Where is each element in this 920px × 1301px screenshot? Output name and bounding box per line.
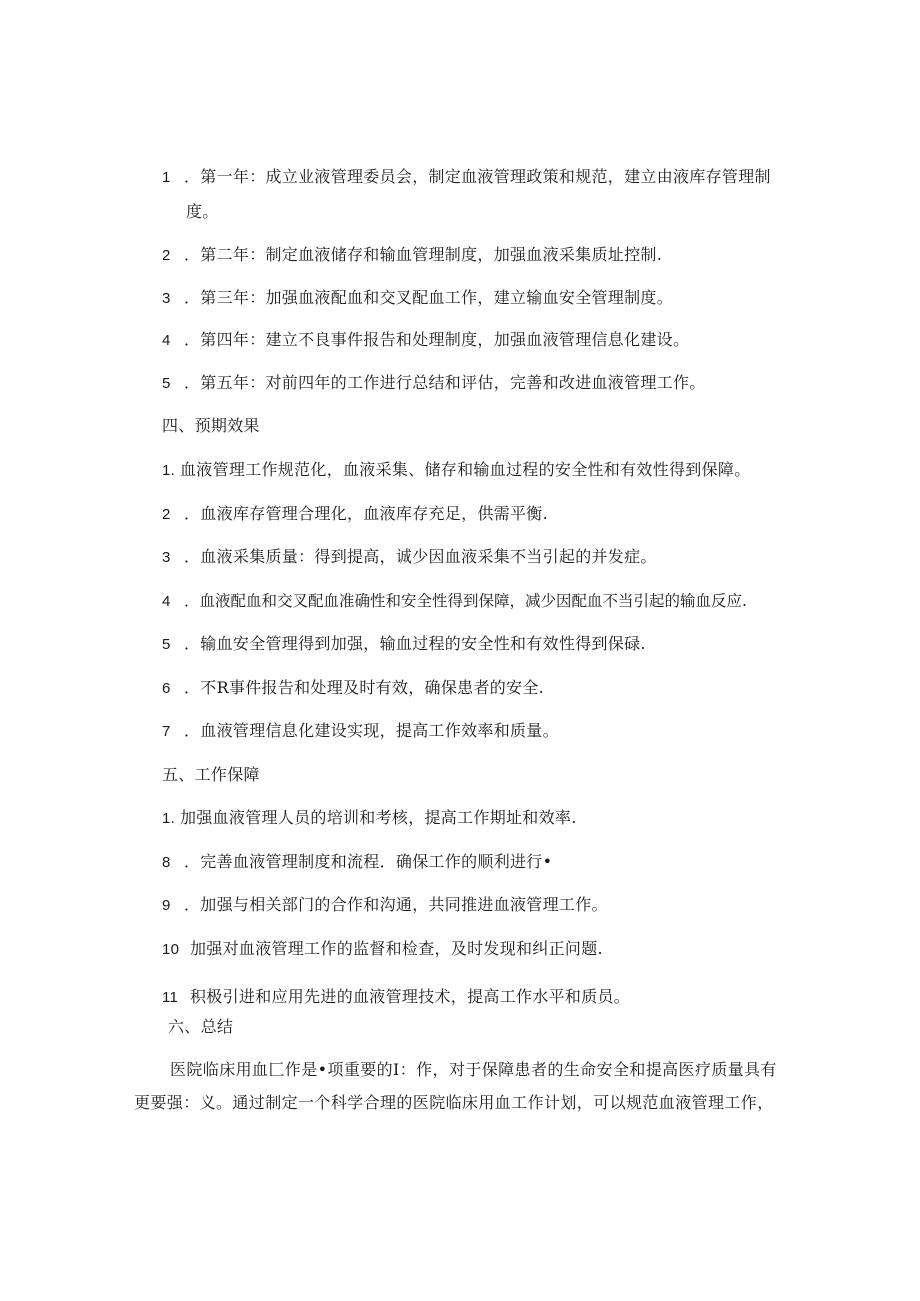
plan-item-text-continued: 度。 bbox=[186, 202, 219, 221]
plan-item-text: ．第五年：对前四年的工作进行总结和评估，完善和改进血液管理工作。 bbox=[184, 373, 706, 392]
effect-item-text: 血液管理工作规范化，血液采集、储存和输血过程的安全性和有效性得到保障。 bbox=[180, 460, 751, 479]
plan-item-2 bbox=[162, 244, 662, 267]
guarantee-item-number: 8 bbox=[162, 854, 171, 871]
guarantee-item-number: 11 bbox=[162, 989, 179, 1006]
plan-item-1 bbox=[162, 166, 771, 189]
effect-item-2 bbox=[162, 503, 548, 526]
effect-item-number: 4 bbox=[162, 593, 171, 610]
guarantee-item-text: 加强血液管理人员的培训和考核，提高工作期址和效率. bbox=[180, 808, 577, 827]
effect-item-number: 2 bbox=[162, 506, 171, 523]
effect-item-text: ．血液配血和交叉配血准确性和安全性得到保障，减少因配血不当引起的输血反应. bbox=[184, 592, 747, 610]
guarantee-item-10 bbox=[162, 938, 603, 961]
guarantee-item-11 bbox=[162, 986, 630, 1009]
guarantee-item-9 bbox=[162, 894, 608, 917]
guarantee-item-1 bbox=[162, 807, 577, 830]
effect-item-1 bbox=[162, 459, 751, 482]
effect-item-number: 7 bbox=[162, 723, 171, 740]
effect-item-text: ．输血安全管理得到加强，输血过程的安全性和有效性得到保碌. bbox=[184, 634, 646, 653]
plan-item-text: ．第三年：加强血液配血和交叉配血工作，建立输血安全管理制度。 bbox=[184, 288, 674, 307]
effect-item-number: 5 bbox=[162, 636, 171, 653]
section-heading-summary: 六、总结 bbox=[168, 1017, 234, 1036]
summary-paragraph: 医院临床用血匚作是•项重要的I：作，对于保障患者的生命安全和提高医疗质量具有更要强：义。通过制定一个科学合理的医院临床用血工作计划，可以规范血液管理工作， bbox=[134, 1060, 777, 1112]
effect-item-number: 1. bbox=[162, 462, 176, 479]
plan-item-number: 3 bbox=[162, 290, 171, 307]
effect-item-number: 6 bbox=[162, 680, 171, 697]
guarantee-item-text: 加强对血液管理工作的监督和检查，及时发现和纠正问题. bbox=[190, 939, 603, 958]
effect-item-4 bbox=[162, 590, 747, 613]
guarantee-item-text: 积极引进和应用先进的血液管理技术，提高工作水平和质员。 bbox=[190, 987, 631, 1006]
plan-item-number: 1 bbox=[162, 169, 171, 186]
plan-item-text: ．第二年：制定血液储存和输血管理制度，加强血液采集质址控制. bbox=[184, 245, 663, 264]
effect-item-6 bbox=[162, 677, 544, 700]
plan-item-number: 4 bbox=[162, 332, 171, 349]
effect-item-text: ．血液采集质量：得到提高，诚少因血液采集不当引起的并发症。 bbox=[184, 547, 657, 566]
plan-item-5 bbox=[162, 372, 706, 395]
plan-item-number: 2 bbox=[162, 247, 171, 264]
guarantee-item-text: ．加强与相关部门的合作和沟通，共同推进血液管理工作。 bbox=[184, 895, 608, 914]
plan-item-1-continuation bbox=[186, 201, 219, 223]
effect-item-number: 3 bbox=[162, 549, 171, 566]
guarantee-item-number: 10 bbox=[162, 941, 180, 958]
effect-item-text: ．不R事件报告和处理及时有效，确保患者的安全. bbox=[184, 678, 545, 697]
guarantee-item-text: ．完善血液管理制度和流程．确保工作的顺利进行• bbox=[184, 852, 553, 871]
guarantee-item-number: 9 bbox=[162, 897, 171, 914]
plan-item-text: ．第四年：建立不良事件报告和处理制度，加强血液管理信息化建设。 bbox=[184, 330, 690, 349]
guarantee-item-number: 1. bbox=[162, 810, 176, 827]
plan-item-3 bbox=[162, 287, 673, 310]
effect-item-text: ．血液库存管理合理化，血液库存充足，供需平衡. bbox=[184, 504, 548, 523]
section-heading-guarantee: 五、工作保障 bbox=[162, 765, 260, 784]
guarantee-item-8 bbox=[162, 851, 552, 874]
effect-item-7 bbox=[162, 720, 559, 743]
plan-item-4 bbox=[162, 329, 689, 352]
effect-item-text: ．血液管理信息化建设实现，提高工作效率和质量。 bbox=[184, 721, 559, 740]
plan-item-number: 5 bbox=[162, 375, 171, 392]
effect-item-3 bbox=[162, 546, 657, 569]
section-heading-effects: 四、预期效果 bbox=[162, 416, 260, 435]
effect-item-5 bbox=[162, 633, 646, 656]
plan-item-text: ．第一年：成立业液管理委员会，制定血液管理政策和规范，建立由液库存管理制 bbox=[184, 167, 771, 186]
